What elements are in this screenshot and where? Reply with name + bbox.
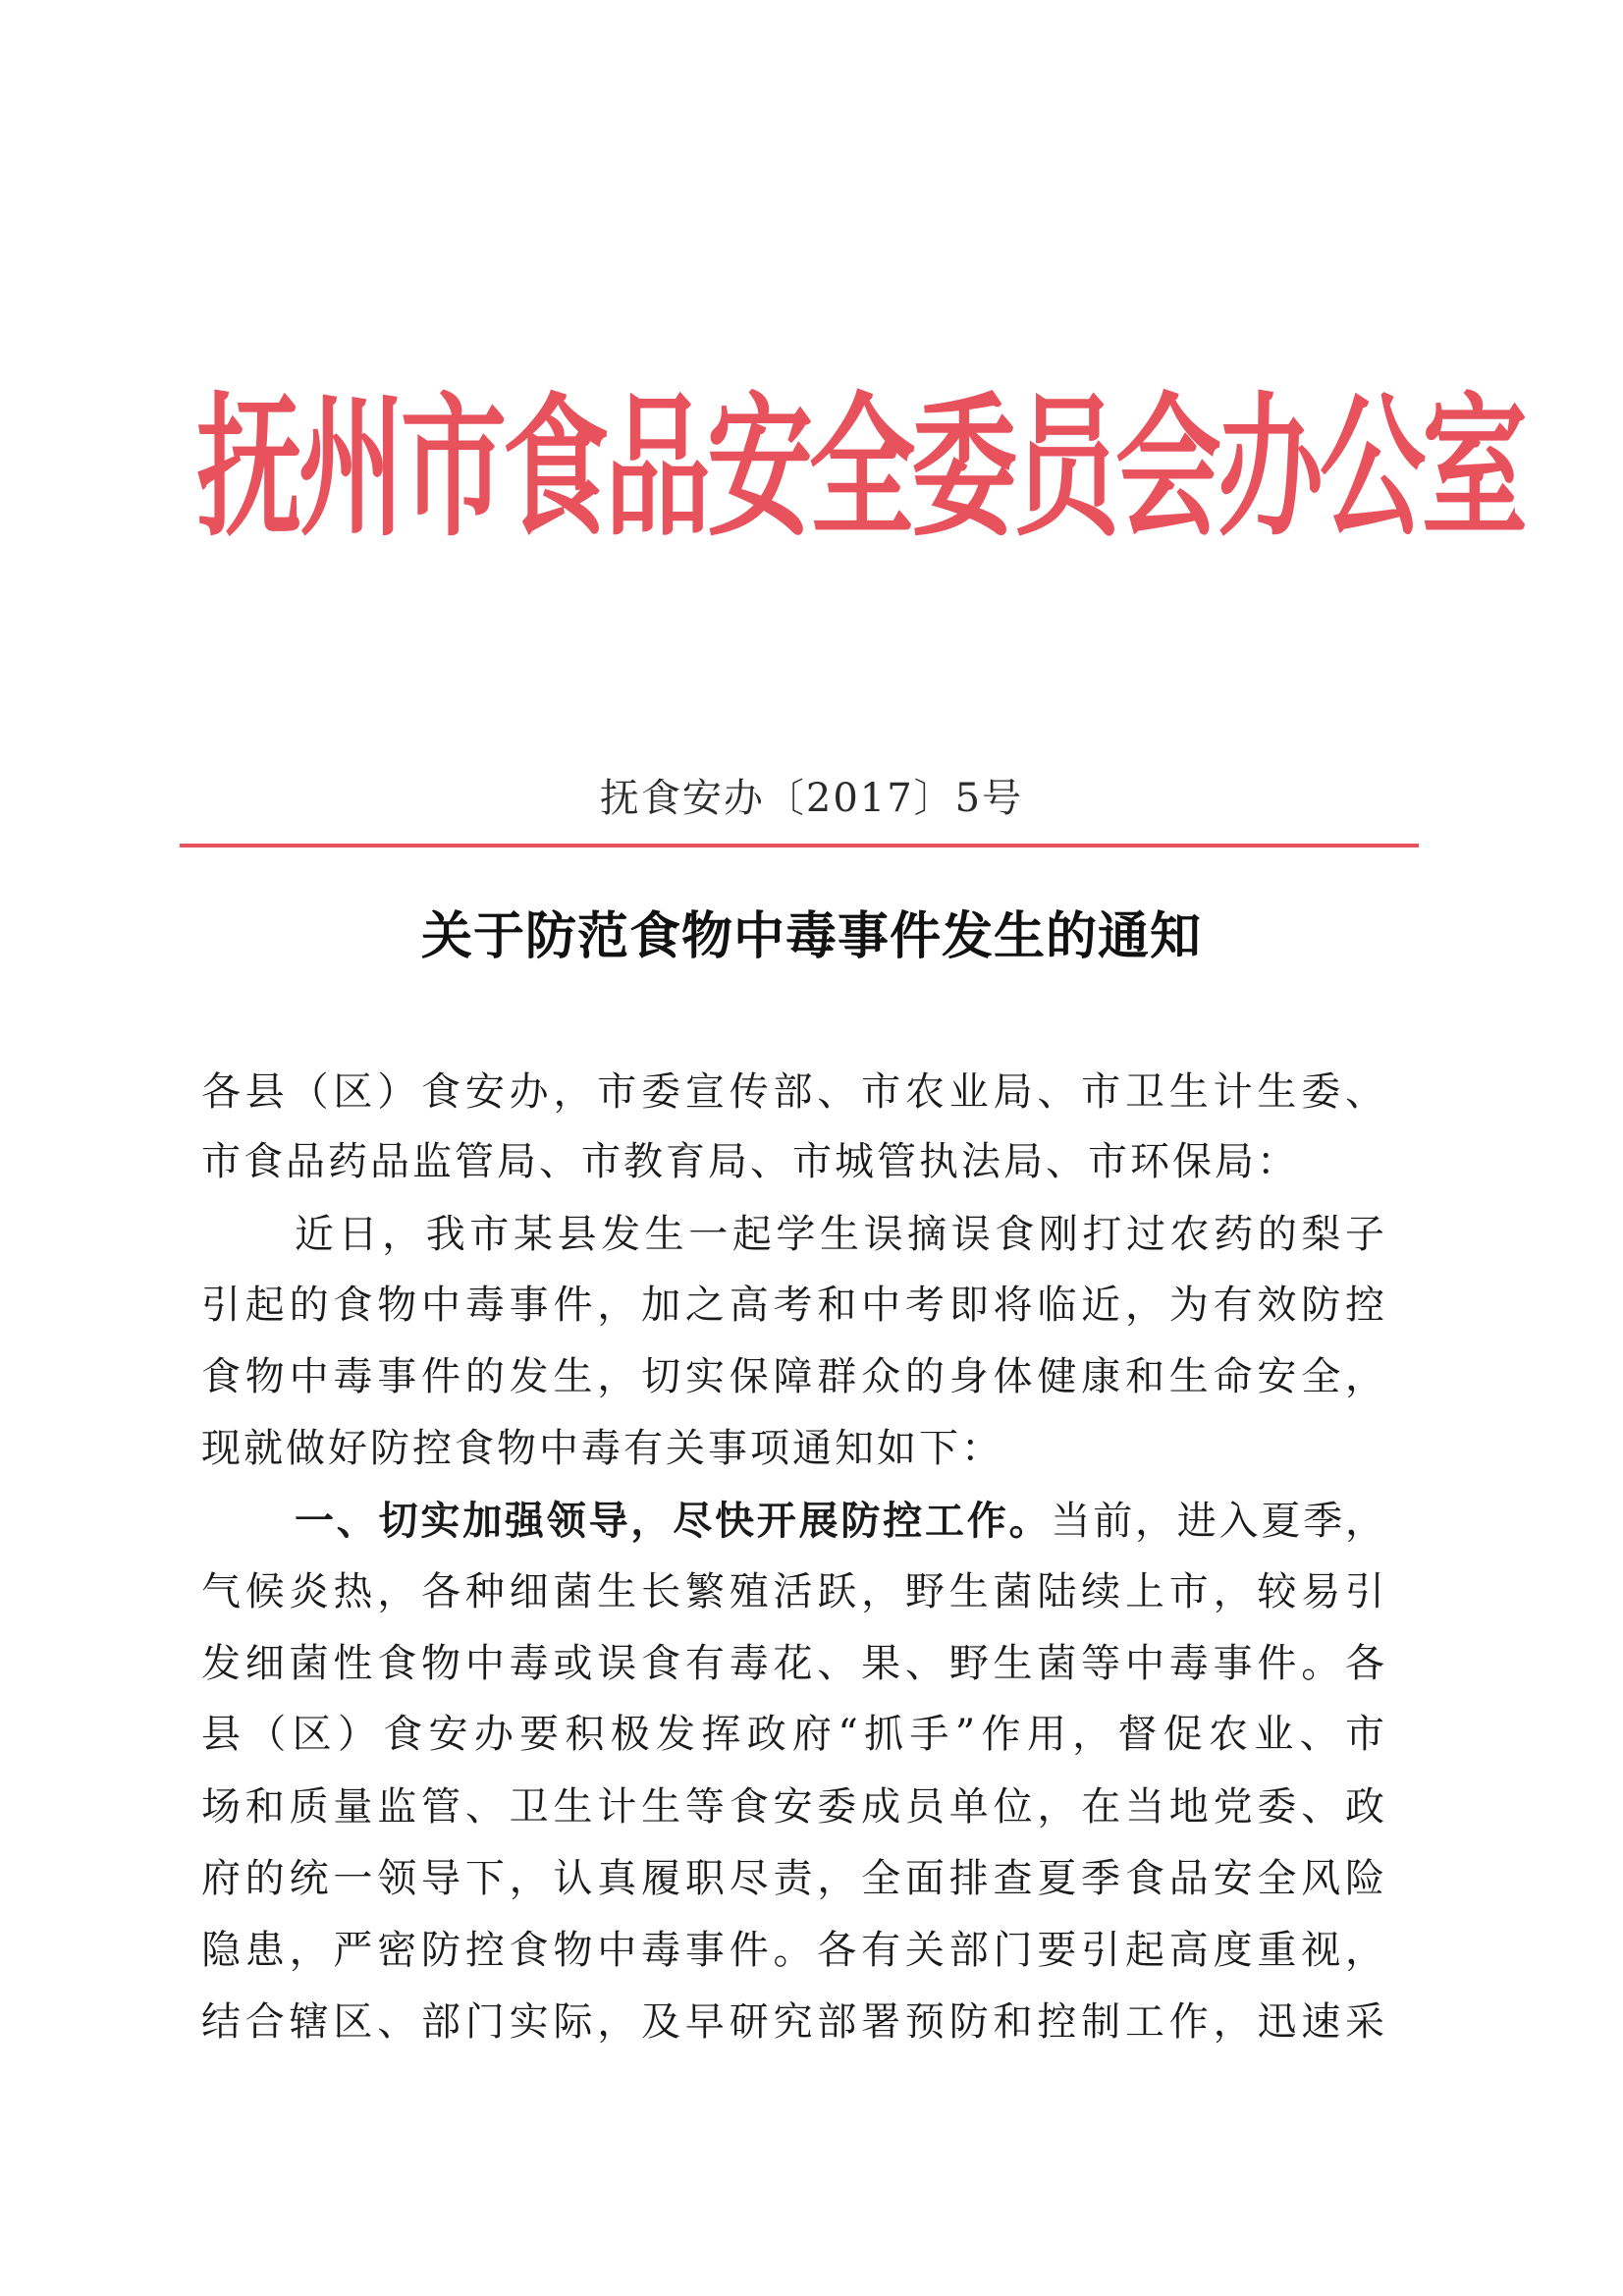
section-1-first-line-text: 当前，进入夏季， xyxy=(1051,1499,1385,1544)
section-1-line-3: 发细菌性食物中毒或误食有毒花、果、野生菌等中毒事件。各 xyxy=(201,1641,1384,1686)
paragraph-1-line-4: 现就做好防控食物中毒有关事项通知如下： xyxy=(201,1426,1003,1471)
letterhead-organization: 抚州市食品安全委员会办公室 xyxy=(196,379,1525,559)
section-1-heading: 一、切实加强领导，尽快开展防控工作。 xyxy=(295,1499,1052,1544)
paragraph-1-line-3: 食物中毒事件的发生，切实保障群众的身体健康和生命安全， xyxy=(201,1354,1384,1399)
section-1-line-6: 府的统一领导下，认真履职尽责，全面排查夏季食品安全风险 xyxy=(201,1856,1384,1901)
section-1-line-8: 结合辖区、部门实际，及早研究部署预防和控制工作，迅速采 xyxy=(201,1999,1384,2045)
section-1-first-line xyxy=(295,1499,1385,1544)
salutation-line-1: 各县（区）食安办，市委宣传部、市农业局、市卫生计生委、 xyxy=(201,1069,1384,1115)
section-1-line-5: 场和质量监管、卫生计生等食安委成员单位，在当地党委、政 xyxy=(201,1784,1384,1830)
document-title: 关于防范食物中毒事件发生的通知 xyxy=(420,906,1202,966)
paragraph-1-line-2: 引起的食物中毒事件，加之高考和中考即将临近，为有效防控 xyxy=(201,1283,1384,1328)
section-1-line-7: 隐患，严密防控食物中毒事件。各有关部门要引起高度重视， xyxy=(201,1928,1384,1973)
salutation-line-2: 市食品药品监管局、市教育局、市城管执法局、市环保局： xyxy=(201,1139,1299,1184)
paragraph-1-line-1: 近日，我市某县发生一起学生误摘误食刚打过农药的梨子 xyxy=(295,1212,1384,1257)
section-1-line-4: 县（区）食安办要积极发挥政府“抓手”作用，督促农业、市 xyxy=(201,1712,1384,1757)
red-divider-line xyxy=(180,844,1419,847)
document-number: 抚食安办〔2017〕5号 xyxy=(599,776,1024,821)
section-1-line-2: 气候炎热，各种细菌生长繁殖活跃，野生菌陆续上市，较易引 xyxy=(201,1569,1384,1614)
